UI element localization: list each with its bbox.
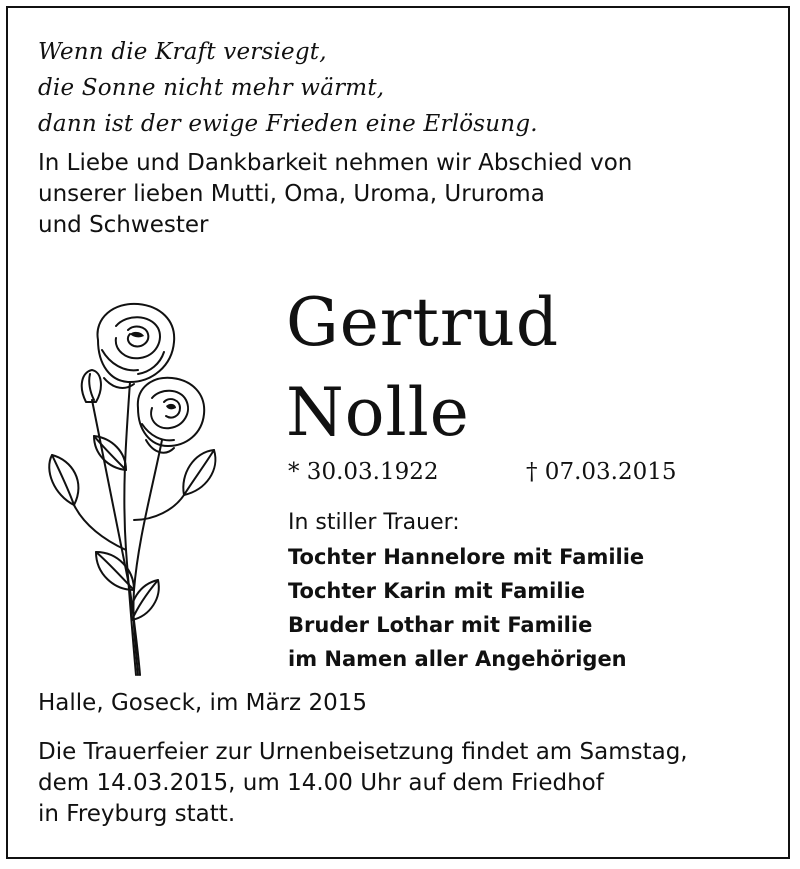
mourners-block bbox=[288, 506, 768, 676]
service-line: Die Trauerfeier zur Urnenbeisetzung findet am Samstag, bbox=[38, 739, 688, 765]
rose-illustration bbox=[34, 290, 234, 680]
service-line: in Freyburg statt. bbox=[38, 801, 236, 827]
verse-line: die Sonne nicht mehr wärmt, bbox=[38, 75, 385, 101]
service-line: dem 14.03.2015, um 14.00 Uhr auf dem Friedhof bbox=[38, 770, 604, 796]
mourner-entry: Tochter Hannelore mit Familie bbox=[288, 545, 645, 569]
mourners-heading: In stiller Trauer: bbox=[288, 510, 460, 535]
verse-line: Wenn die Kraft versiegt, bbox=[38, 39, 327, 65]
mourner-entry: Tochter Karin mit Familie bbox=[288, 579, 586, 603]
rose-icon bbox=[34, 290, 234, 680]
last-name: Nolle bbox=[286, 374, 470, 451]
intro-line: und Schwester bbox=[38, 212, 209, 238]
death-date: † 07.03.2015 bbox=[526, 459, 677, 485]
deceased-name bbox=[286, 278, 559, 458]
intro-line: In Liebe und Dankbarkeit nehmen wir Abschied von bbox=[38, 150, 633, 176]
first-name: Gertrud bbox=[286, 284, 560, 361]
mourner-entry: im Namen aller Angehörigen bbox=[288, 647, 627, 671]
verse-line: dann ist der ewige Frieden eine Erlösung. bbox=[38, 111, 538, 137]
intro-line: unserer lieben Mutti, Oma, Uroma, Ururoma bbox=[38, 181, 545, 207]
place-date: Halle, Goseck, im März 2015 bbox=[38, 690, 367, 716]
verse bbox=[38, 34, 758, 142]
service-info bbox=[38, 737, 768, 830]
birth-date: * 30.03.1922 bbox=[288, 459, 439, 485]
intro-text bbox=[38, 148, 758, 241]
mourner-entry: Bruder Lothar mit Familie bbox=[288, 613, 593, 637]
